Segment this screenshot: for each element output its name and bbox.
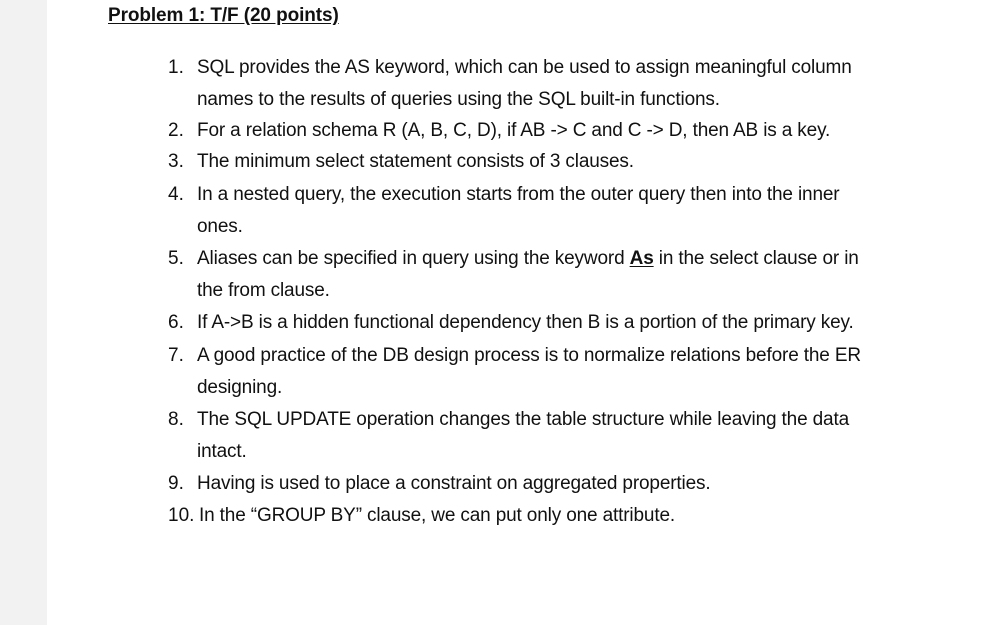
item-number: 6.: [168, 312, 184, 333]
item-line: the from clause.: [197, 280, 330, 301]
item-text: [197, 404, 957, 468]
item-text: [197, 340, 957, 404]
item-text: [199, 500, 959, 532]
item-number: 2.: [168, 120, 184, 141]
item-number: 5.: [168, 248, 184, 269]
item-number: 7.: [168, 345, 184, 366]
item-line: In the “GROUP BY” clause, we can put only one attribute.: [199, 505, 675, 526]
item-text: [197, 115, 957, 147]
keyword-as: As: [629, 248, 654, 269]
item-text: [197, 52, 957, 116]
item-line: intact.: [197, 441, 247, 462]
item-number: 1.: [168, 57, 184, 78]
item-line: In a nested query, the execution starts from the outer query then into the inner: [197, 184, 840, 205]
item-number: 4.: [168, 184, 184, 205]
document-page: [47, 0, 992, 625]
item-text: [197, 468, 957, 500]
item-line: SQL provides the AS keyword, which can be used to assign meaningful column: [197, 57, 852, 78]
item-line: names to the results of queries using the SQL built-in functions.: [197, 89, 720, 110]
left-margin: [0, 0, 47, 625]
item-text: [197, 179, 957, 243]
item-text: [197, 146, 957, 178]
item-line: The minimum select statement consists of 3 clauses.: [197, 151, 634, 172]
item-line: Having is used to place a constraint on aggregated properties.: [197, 473, 711, 494]
item-number: 8.: [168, 409, 184, 430]
item-text-segment: in the select clause or in: [653, 248, 859, 269]
problem-title: Problem 1: T/F (20 points): [108, 5, 339, 26]
item-number: 10.: [168, 505, 195, 526]
item-text-segment: Aliases can be specified in query using the keyword: [197, 248, 630, 269]
item-line: A good practice of the DB design process is to normalize relations before the ER: [197, 345, 861, 366]
item-number: 9.: [168, 473, 184, 494]
item-line: designing.: [197, 377, 283, 398]
item-line: [197, 243, 957, 275]
item-line: The SQL UPDATE operation changes the table structure while leaving the data: [197, 409, 850, 430]
item-line: ones.: [197, 216, 243, 237]
item-text: [197, 243, 957, 307]
item-text: [197, 307, 957, 339]
item-line: If A->B is a hidden functional dependency then B is a portion of the primary key.: [197, 312, 854, 333]
item-number: 3.: [168, 151, 184, 172]
item-line: For a relation schema R (A, B, C, D), if AB -> C and C -> D, then AB is a key.: [197, 120, 831, 141]
